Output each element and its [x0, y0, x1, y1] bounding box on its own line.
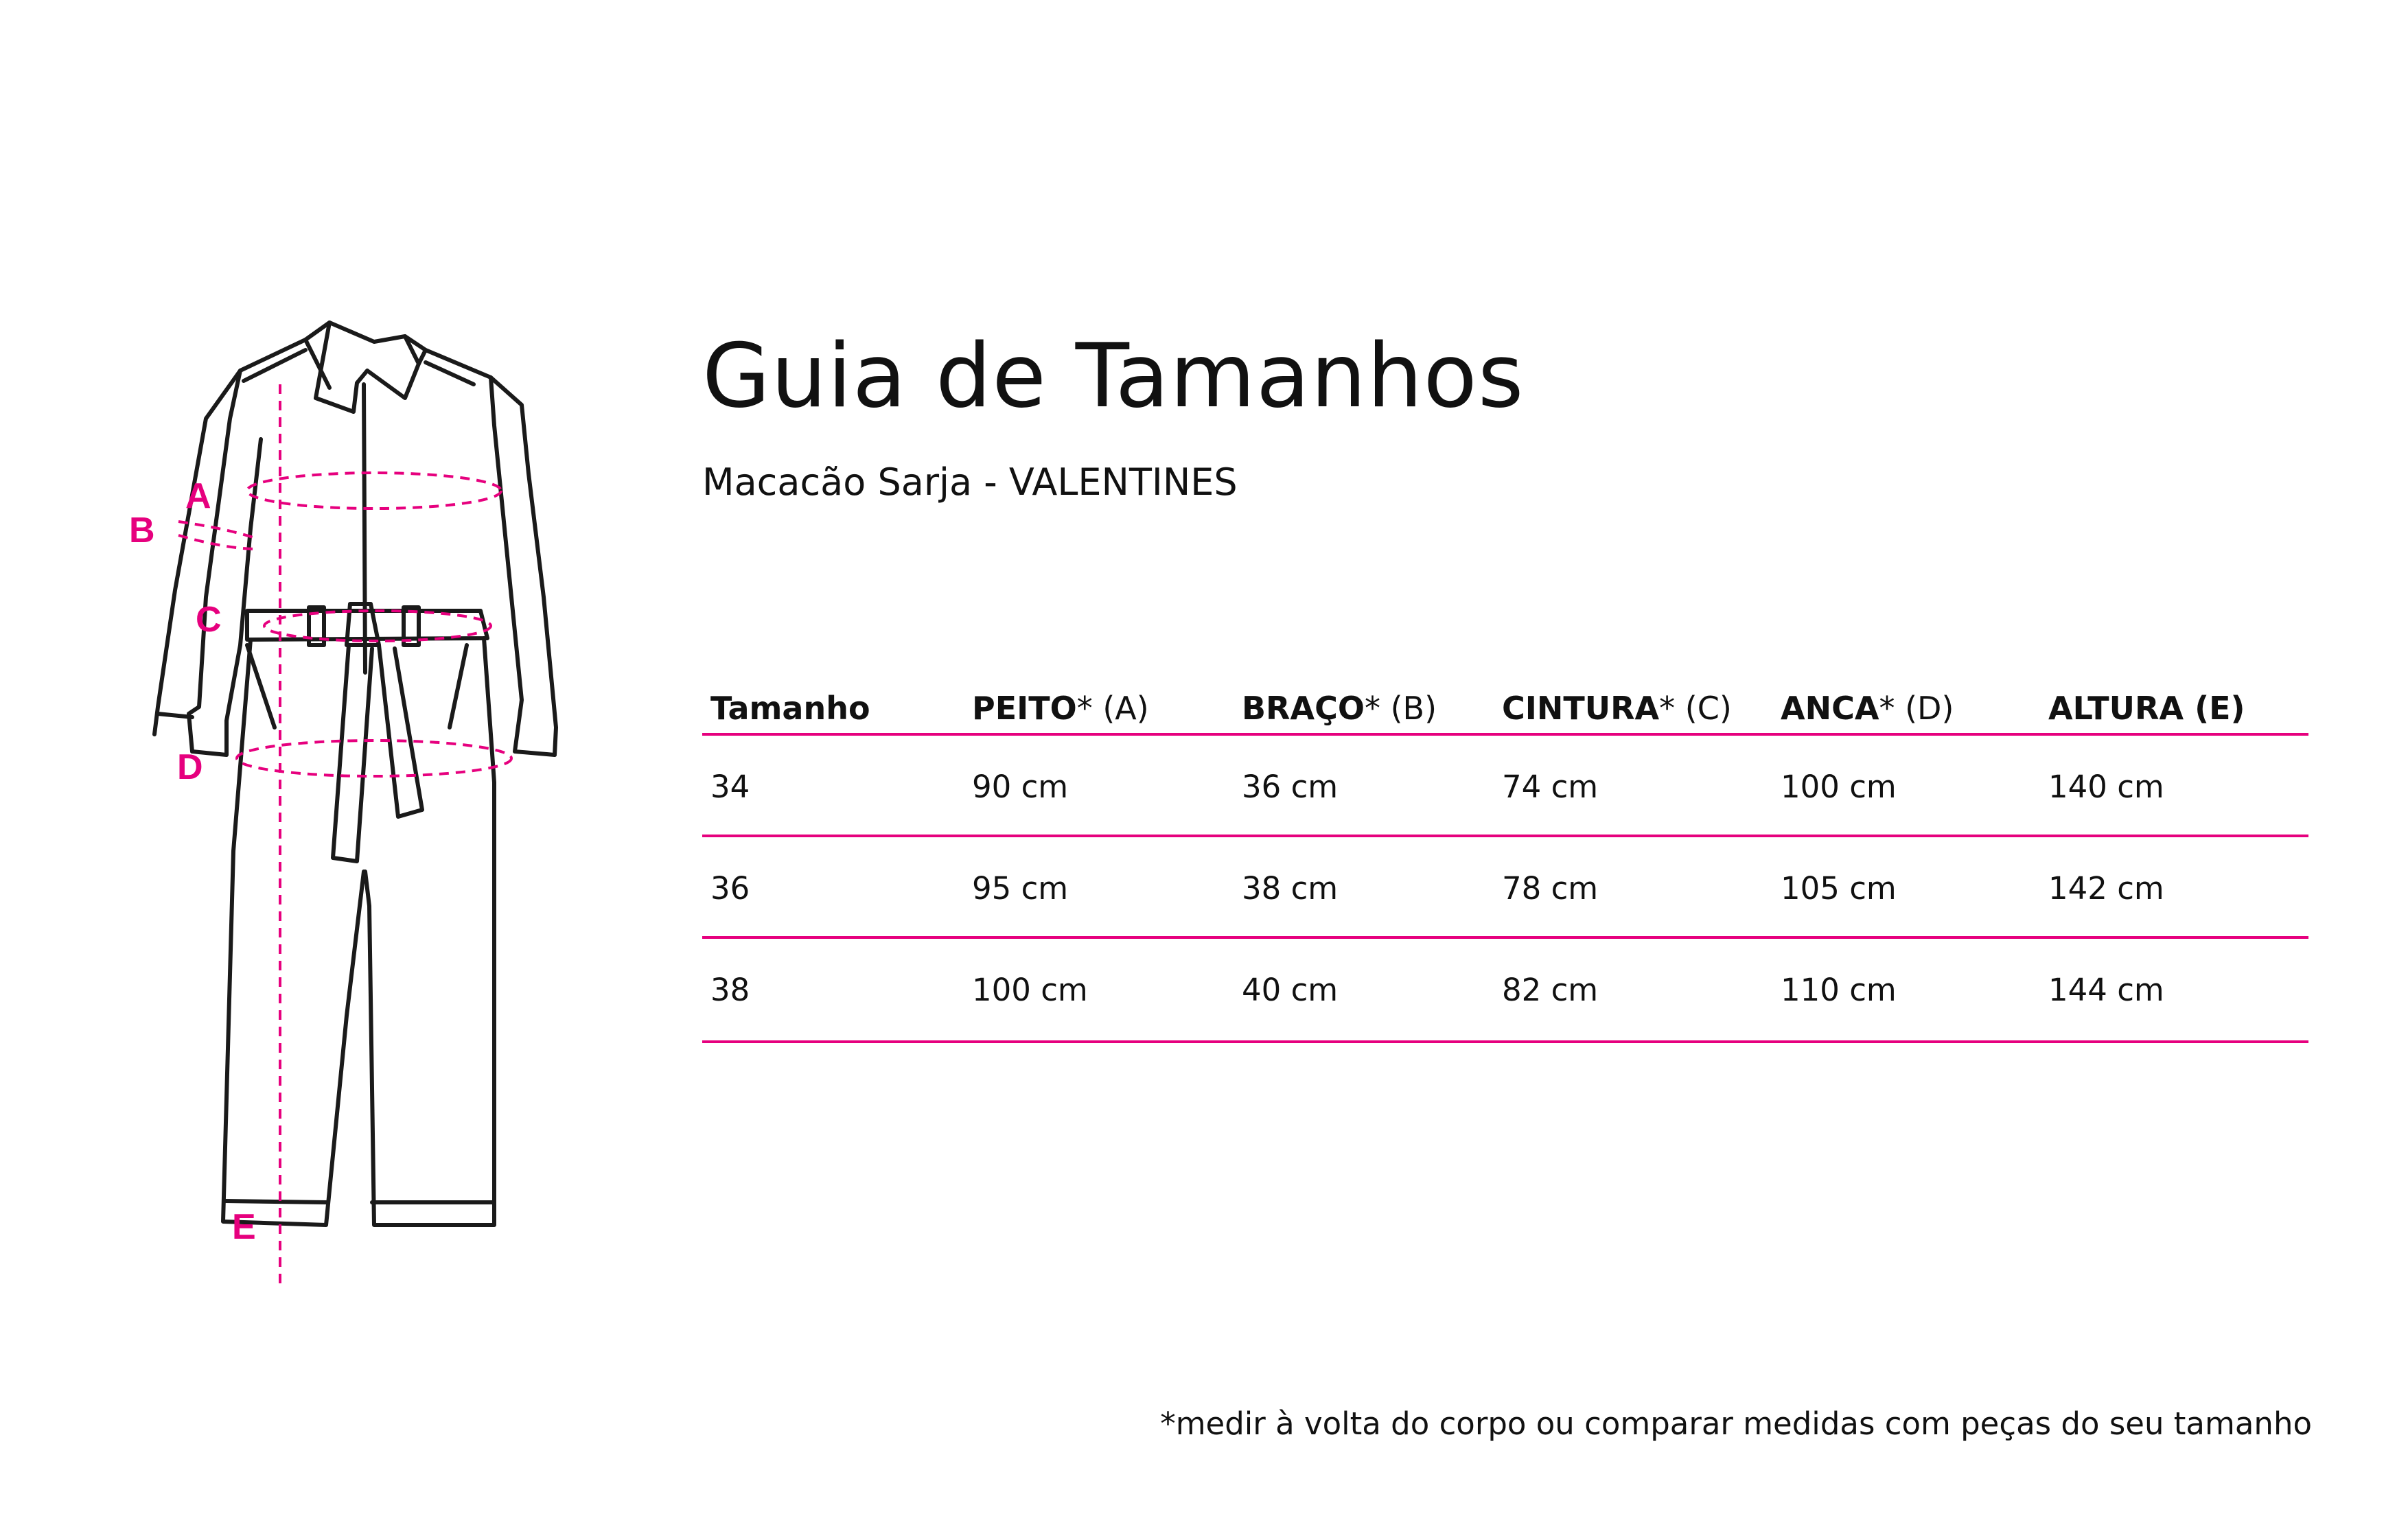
cell-arm: 40 cm	[1242, 972, 1339, 1008]
label-a: A	[185, 476, 211, 516]
col-header-waist: CINTURA* (C)	[1502, 690, 1732, 727]
cell-chest: 90 cm	[972, 769, 1069, 805]
cell-height: 142 cm	[2048, 870, 2164, 907]
table-row	[702, 939, 2308, 1040]
cell-chest: 100 cm	[972, 972, 1088, 1008]
cell-waist: 82 cm	[1502, 972, 1599, 1008]
table-header-row	[702, 681, 2308, 736]
table-row	[702, 837, 2308, 939]
cell-height: 144 cm	[2048, 972, 2164, 1008]
cell-hip: 100 cm	[1781, 769, 1897, 805]
label-e: E	[232, 1207, 256, 1247]
cell-hip: 110 cm	[1781, 972, 1897, 1008]
col-header-chest: PEITO* (A)	[972, 690, 1149, 727]
col-header-hip: ANCA* (D)	[1781, 690, 1954, 727]
cell-arm: 38 cm	[1242, 870, 1339, 907]
table-row	[702, 736, 2308, 837]
label-b: B	[129, 511, 155, 550]
cell-arm: 36 cm	[1242, 769, 1339, 805]
cell-size: 34	[710, 769, 750, 805]
product-name: Macacão Sarja - VALENTINES	[702, 460, 1238, 504]
row-divider	[702, 1040, 2308, 1043]
measurement-footnote: *medir à volta do corpo ou comparar medidas com peças do seu tamanho	[1160, 1405, 2312, 1442]
col-header-size: Tamanho	[710, 690, 870, 727]
cell-waist: 74 cm	[1502, 769, 1599, 805]
size-table	[702, 681, 2308, 1040]
cell-size: 36	[710, 870, 750, 907]
page-title: Guia de Tamanhos	[702, 325, 1525, 428]
jumpsuit-illustration	[110, 302, 604, 1304]
cell-height: 140 cm	[2048, 769, 2164, 805]
col-header-height: ALTURA (E)	[2048, 690, 2245, 727]
cell-waist: 78 cm	[1502, 870, 1599, 907]
cell-chest: 95 cm	[972, 870, 1069, 907]
cell-hip: 105 cm	[1781, 870, 1897, 907]
label-d: D	[177, 747, 203, 787]
label-c: C	[196, 600, 222, 640]
col-header-arm: BRAÇO* (B)	[1242, 690, 1437, 727]
cell-size: 38	[710, 972, 750, 1008]
